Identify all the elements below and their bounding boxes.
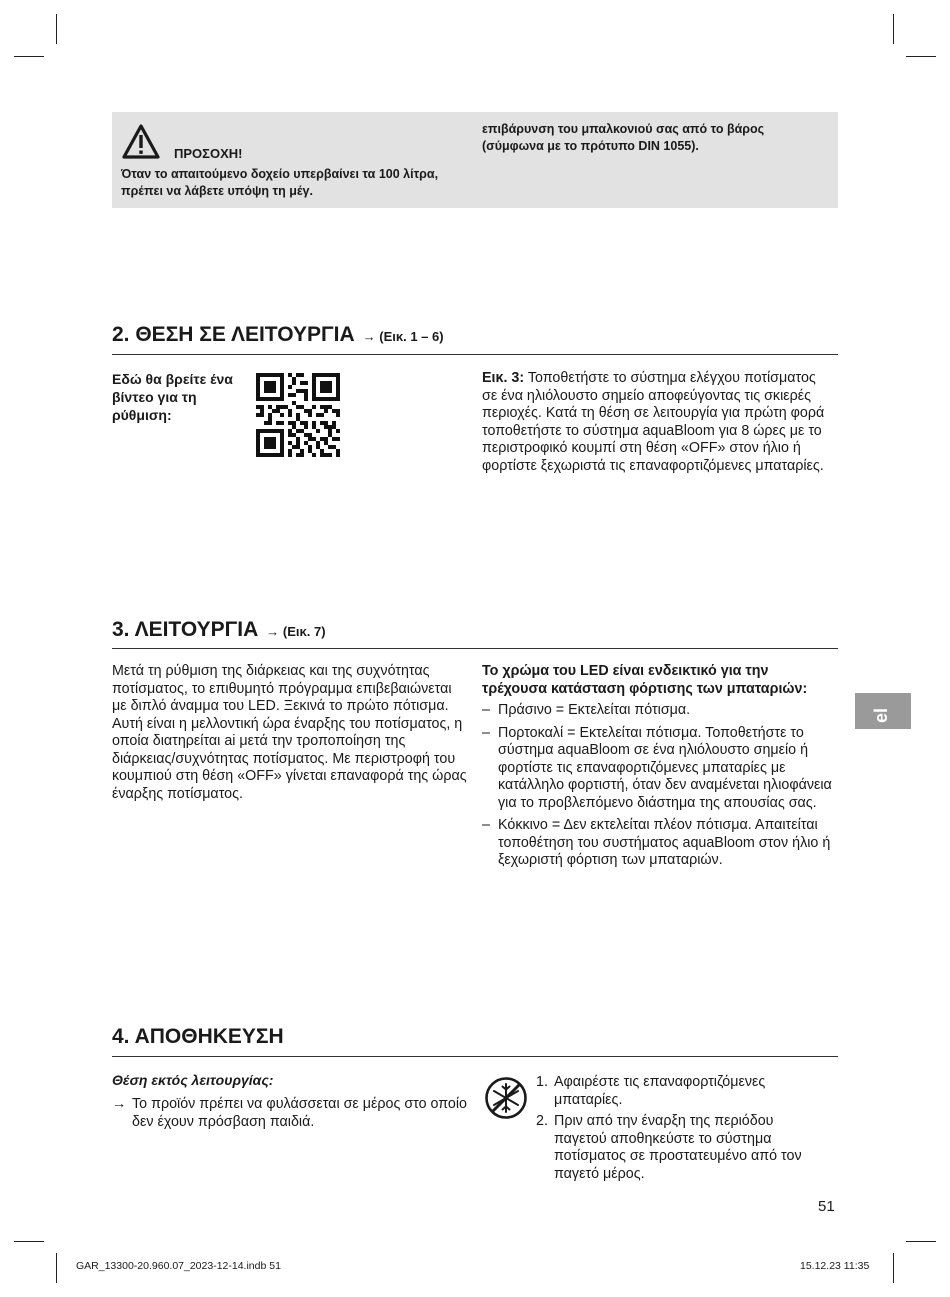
dash-bullet: – — [482, 724, 490, 741]
section-rule — [112, 1056, 838, 1057]
dash-bullet: – — [482, 817, 490, 833]
list-item — [482, 725, 832, 813]
dash-bullet: – — [482, 702, 490, 718]
video-label: Εδώ θα βρείτε ένα βίντεο για τη ρύθμιση: — [112, 371, 233, 423]
warning-text-right: επιβάρυνση του μπαλκονιού σας από το βάρος (σύμφωνα με το πρότυπο DIN 1055). — [482, 122, 765, 153]
crop-mark — [14, 56, 44, 57]
crop-mark — [893, 1253, 894, 1283]
qr-code-icon[interactable] — [256, 373, 340, 457]
crop-mark — [56, 1253, 57, 1283]
footer-timestamp: 15.12.23 11:35 — [800, 1260, 870, 1272]
crop-mark — [906, 1241, 936, 1242]
section-3-ref: → (Εικ. 7) — [266, 624, 326, 639]
page-number: 51 — [818, 1198, 835, 1215]
crop-mark — [893, 14, 894, 44]
section-4-item-text: Το προϊόν πρέπει να φυλάσσεται σε μέρος στο οποίο δεν έχουν πρόσβαση παιδιά. — [132, 1096, 467, 1130]
no-frost-icon — [484, 1076, 528, 1120]
section-4-title: 4. ΑΠΟΘΗΚΕΥΣΗ — [112, 1025, 284, 1048]
list-item — [536, 1074, 826, 1109]
section-2-ref: → (Εικ. 1 – 6) — [362, 329, 444, 344]
section-2-title: 2. ΘΕΣΗ ΣΕ ΛΕΙΤΟΥΡΓΙΑ — [112, 323, 355, 346]
step-number: 2. — [536, 1113, 548, 1129]
list-item-text: Πράσινο = Εκτελείται πότισμα. — [498, 702, 691, 718]
section-3-title: 3. ΛΕΙΤΟΥΡΓΙΑ — [112, 618, 259, 641]
section-2-heading — [112, 323, 444, 347]
language-tab-label: el — [871, 707, 891, 723]
section-4-item — [112, 1096, 472, 1131]
section-3-heading — [112, 618, 326, 642]
section-rule — [112, 354, 838, 355]
step-text: Αφαιρέστε τις επαναφορτιζόμενες μπαταρίες. — [554, 1074, 766, 1108]
storage-steps — [536, 1074, 826, 1187]
warning-title: ΠΡΟΣΟΧΗ! — [174, 146, 243, 161]
language-tab — [855, 693, 911, 729]
section-3-right — [482, 663, 832, 875]
list-item — [482, 817, 832, 870]
section-2-text — [482, 370, 832, 475]
list-item-text: Πορτοκαλί = Εκτελείται πότισμα. Τοποθετήστε το σύστημα aquaBloom σε ένα ηλιόλουστο σημείο ή φορτίστε τις επαναφορτιζόμενες μπαταρίες με κατάλληλο φορτιστή, όταν δεν αναμένεται ηλιοφάνεια για το προβλεπόμενο διάστημα της απουσίας σας. — [498, 724, 832, 811]
crop-mark — [906, 56, 936, 57]
step-number: 1. — [536, 1074, 548, 1090]
footer-file: GAR_13300-20.960.07_2023-12-14.indb 51 — [76, 1260, 281, 1272]
arrow-bullet: → — [112, 1096, 127, 1112]
section-rule — [112, 648, 838, 649]
warning-text-left: Όταν το απαιτούμενο δοχείο υπερβαίνει τα 100 λίτρα, πρέπει να λάβετε υπόψη τη μέγ. — [121, 167, 439, 198]
crop-mark — [14, 1241, 44, 1242]
section-4-heading — [112, 1025, 284, 1049]
list-item — [536, 1113, 826, 1183]
section-3-left-text: Μετά τη ρύθμιση της διάρκειας και της συχνότητας ποτίσματος, το επιθυμητό πρόγραμμα επιβεβαιώνεται με διπλό άναμμα του LED. Ξεκινά το πρώτο πότισμα. Αυτή είναι η μελλοντική ώρα έναρξης του ποτίσματος, η οποία διατηρείται ai μετά την τροποποίηση της διάρκειας/συχνότητας ποτίσματος. Με περιστροφή του κουμπιού στη θέση «OFF» γίνεται επαναφορά της ώρας έναρξης ποτίσματος. — [112, 663, 467, 802]
warning-triangle-icon — [121, 123, 161, 161]
list-item — [482, 702, 832, 720]
section-2-body: Τοποθετήστε το σύστημα ελέγχου ποτίσματος σε ένα ηλιόλουστο σημείο αποφεύγοντας τις σκιερές περιοχές. Κατά τη θέση σε λειτουργία για πρώτη φορά τοποθετήστε το σύστημα aquaBloom για 8 ώρες με το περιστροφικό κουμπί στη θέση «OFF» στον ήλιο ή φορτίστε ξεχωριστά τις επαναφορτιζόμενες μπαταρίες. — [482, 370, 825, 474]
step-text: Πριν από την έναρξη της περιόδου παγετού αποθηκεύστε το σύστημα ποτίσματος σε προστατευμένο από τον παγετό μέρος. — [554, 1113, 802, 1182]
crop-mark — [56, 14, 57, 44]
led-intro: Το χρώμα του LED είναι ενδεικτικό για την τρέχουσα κατάσταση φόρτισης των μπαταριών: — [482, 663, 808, 697]
section-4-subtitle: Θέση εκτός λειτουργίας: — [112, 1072, 274, 1088]
list-item-text: Κόκκινο = Δεν εκτελείται πλέον πότισμα. Απαιτείται τοποθέτηση του συστήματος aquaBloom στον ήλιο ή ξεχωριστή φόρτιση των μπαταριών. — [498, 817, 831, 868]
figure-ref: Εικ. 3: — [482, 370, 525, 386]
